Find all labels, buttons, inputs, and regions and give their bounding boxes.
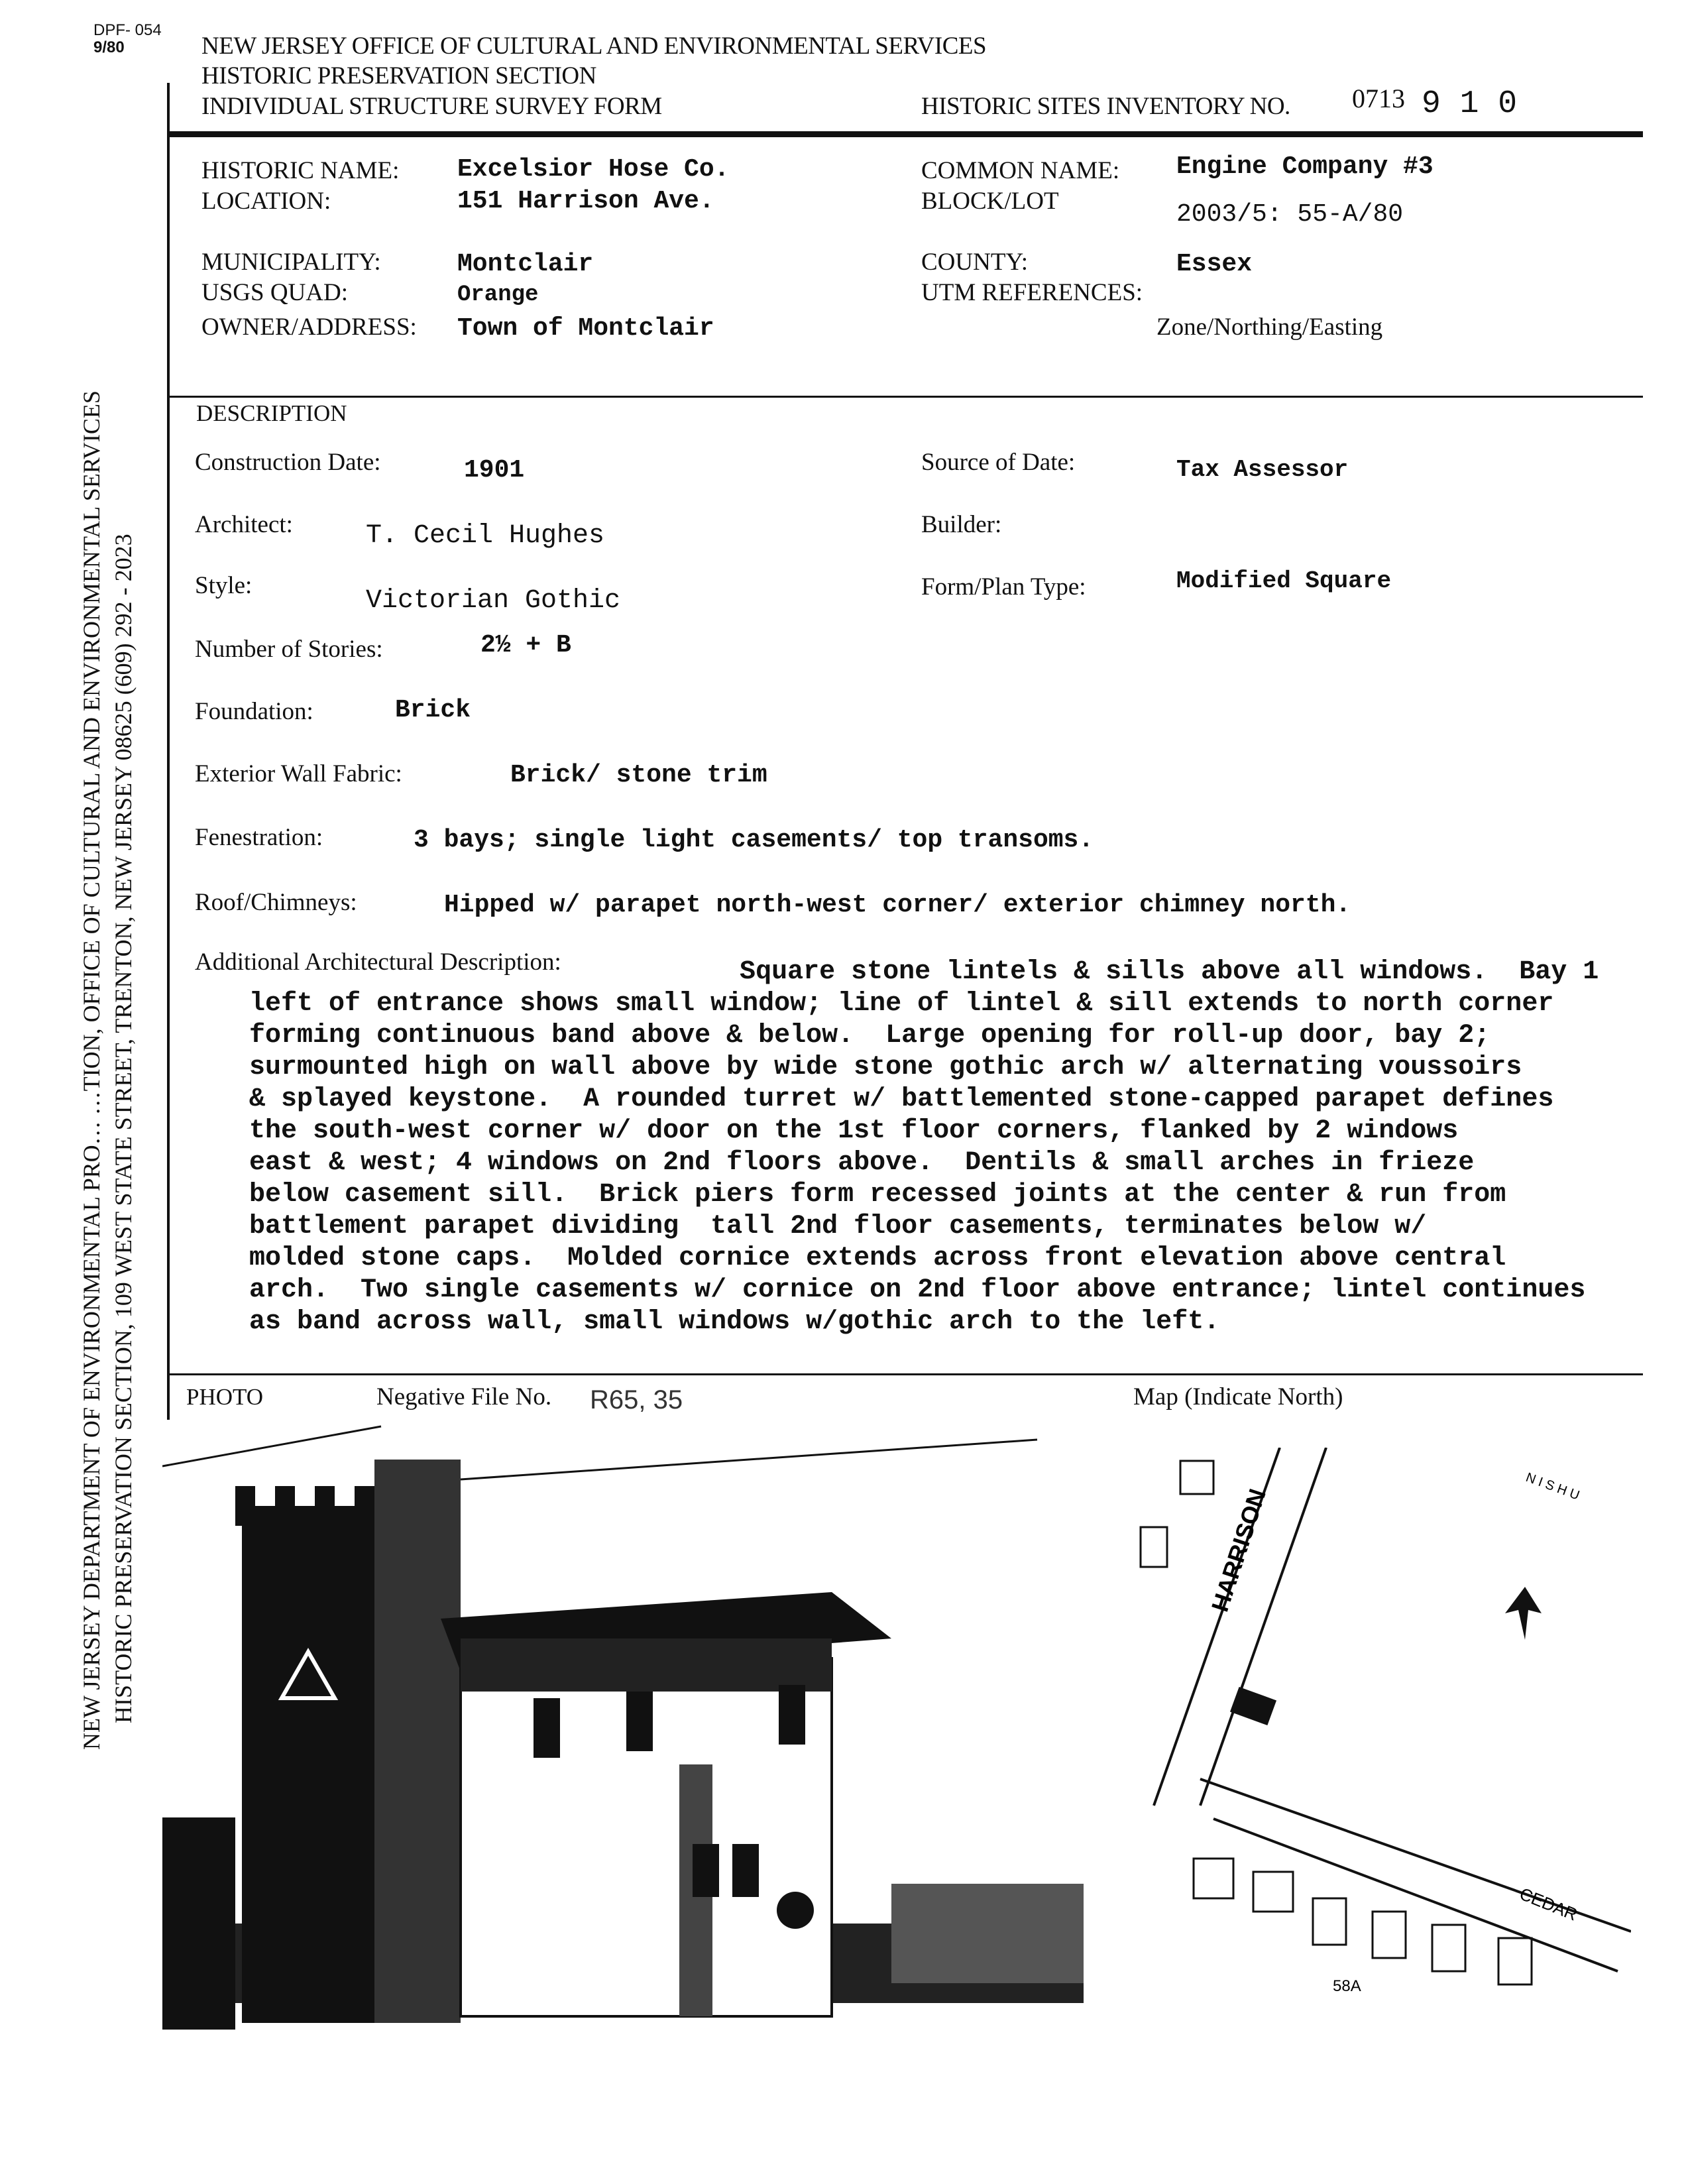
county-label: COUNTY: <box>921 249 1029 276</box>
utm-label: UTM REFERENCES: <box>921 279 1143 306</box>
header-line2: HISTORIC PRESERVATION SECTION <box>201 62 596 89</box>
side-text-address: HISTORIC PRESERVATION SECTION, 109 WEST STATE STREET, TRENTON, NEW JERSEY 08625 (609) 292 - 2023 <box>110 534 137 1723</box>
additional-label: Additional Architectural Description: <box>195 948 561 976</box>
common-name-value: Engine Company #3 <box>1176 152 1434 181</box>
form-code: DPF- 054 <box>93 21 162 39</box>
building-photo <box>162 1420 1084 2056</box>
municipality-label: MUNICIPALITY: <box>201 249 381 276</box>
inventory-number: 9 1 0 <box>1422 86 1518 122</box>
construction-date-value: 1901 <box>464 456 525 485</box>
exterior-label: Exterior Wall Fabric: <box>195 760 402 787</box>
construction-date-label: Construction Date: <box>195 449 381 476</box>
source-of-date-value: Tax Assessor <box>1176 456 1349 483</box>
header-rule <box>168 131 1643 137</box>
header-line3: INDIVIDUAL STRUCTURE SURVEY FORM <box>201 93 662 120</box>
owner-value: Town of Montclair <box>457 314 714 343</box>
block-lot-label: BLOCK/LOT <box>921 188 1059 215</box>
side-text-department: NEW JERSEY DEPARTMENT OF ENVIRONMENTAL PRO… …TION, OFFICE OF CULTURAL AND ENVIRONMENTAL SERVICES <box>78 390 105 1750</box>
section-rule <box>168 396 1643 398</box>
map-street-cedar: CEDAR <box>1516 1883 1581 1925</box>
usgs-quad-value: Orange <box>457 282 539 308</box>
foundation-value: Brick <box>395 696 471 724</box>
north-arrow-icon <box>1505 1587 1542 1640</box>
utm-value: Zone/Northing/Easting <box>1156 314 1383 341</box>
builder-label: Builder: <box>921 511 1002 538</box>
negative-value: R65, 35 <box>590 1385 683 1414</box>
map-street-nishu: N I S H U <box>1524 1470 1582 1503</box>
inventory-label: HISTORIC SITES INVENTORY NO. <box>921 93 1290 120</box>
usgs-quad-label: USGS QUAD: <box>201 279 349 306</box>
form-plan-label: Form/Plan Type: <box>921 573 1086 601</box>
exterior-value: Brick/ stone trim <box>510 761 767 789</box>
architect-value: T. Cecil Hughes <box>366 521 605 551</box>
location-map <box>1127 1448 1631 2004</box>
stories-label: Number of Stories: <box>195 636 383 663</box>
county-value: Essex <box>1176 250 1253 278</box>
negative-label: Negative File No. <box>376 1383 552 1410</box>
fenestration-label: Fenestration: <box>195 824 323 851</box>
map-street-harrison: HARRISON <box>1206 1485 1271 1615</box>
municipality-value: Montclair <box>457 250 594 278</box>
common-name-label: COMMON NAME: <box>921 157 1120 184</box>
location-value: 151 Harrison Ave. <box>457 187 714 215</box>
historic-name-label: HISTORIC NAME: <box>201 157 400 184</box>
foundation-label: Foundation: <box>195 698 313 725</box>
fenestration-value: 3 bays; single light casements/ top transoms. <box>414 826 1094 854</box>
source-of-date-label: Source of Date: <box>921 449 1076 476</box>
style-value: Victorian Gothic <box>366 586 621 616</box>
photo-rule <box>168 1373 1643 1375</box>
header-line1: NEW JERSEY OFFICE OF CULTURAL AND ENVIRONMENTAL SERVICES <box>201 32 987 60</box>
description-title: DESCRIPTION <box>196 400 347 426</box>
block-lot-value: 2003/5: 55-A/80 <box>1176 200 1404 229</box>
roof-label: Roof/Chimneys: <box>195 889 357 916</box>
map-lot-number: 58A <box>1333 1977 1361 1995</box>
additional-description: Square stone lintels & sills above all windows. Bay 1 left of entrance shows small window; line of lintel & sill extends to north corner forming continuous band above & below. Large opening for roll-up door, bay 2; surmounted high on wall above by wide stone gothic arch w/ alternating voussoirs & splayed keystone. A rounded turret w/ battlemented stone-capped parapet defines the south-west corner w/ door on the 1st floor corners, flanked by 2 windows east & west; 4 windows on 2nd floors above. Dentils & small arches in frieze below casement sill. Brick piers form recessed joints at the center & run from battlement parapet dividing tall 2nd floor casements, terminates below w/ molded stone caps. Molded cornice extends across front elevation above central arch. Two single casements w/ cornice on 2nd floor above entrance; lintel continues as band across wall, small windows w/gothic arch to the left. <box>249 957 1599 1337</box>
owner-label: OWNER/ADDRESS: <box>201 314 417 341</box>
form-plan-value: Modified Square <box>1176 567 1392 595</box>
roof-value: Hipped w/ parapet north-west corner/ exterior chimney north. <box>444 891 1351 919</box>
location-label: LOCATION: <box>201 188 331 215</box>
photo-label: PHOTO <box>186 1384 264 1410</box>
form-date: 9/80 <box>93 38 125 56</box>
historic-name-value: Excelsior Hose Co. <box>457 155 730 184</box>
inventory-prefix: 0713 <box>1352 84 1405 113</box>
stories-value: 2½ + B <box>480 631 571 660</box>
architect-label: Architect: <box>195 511 293 538</box>
map-label: Map (Indicate North) <box>1133 1383 1343 1410</box>
style-label: Style: <box>195 572 253 599</box>
